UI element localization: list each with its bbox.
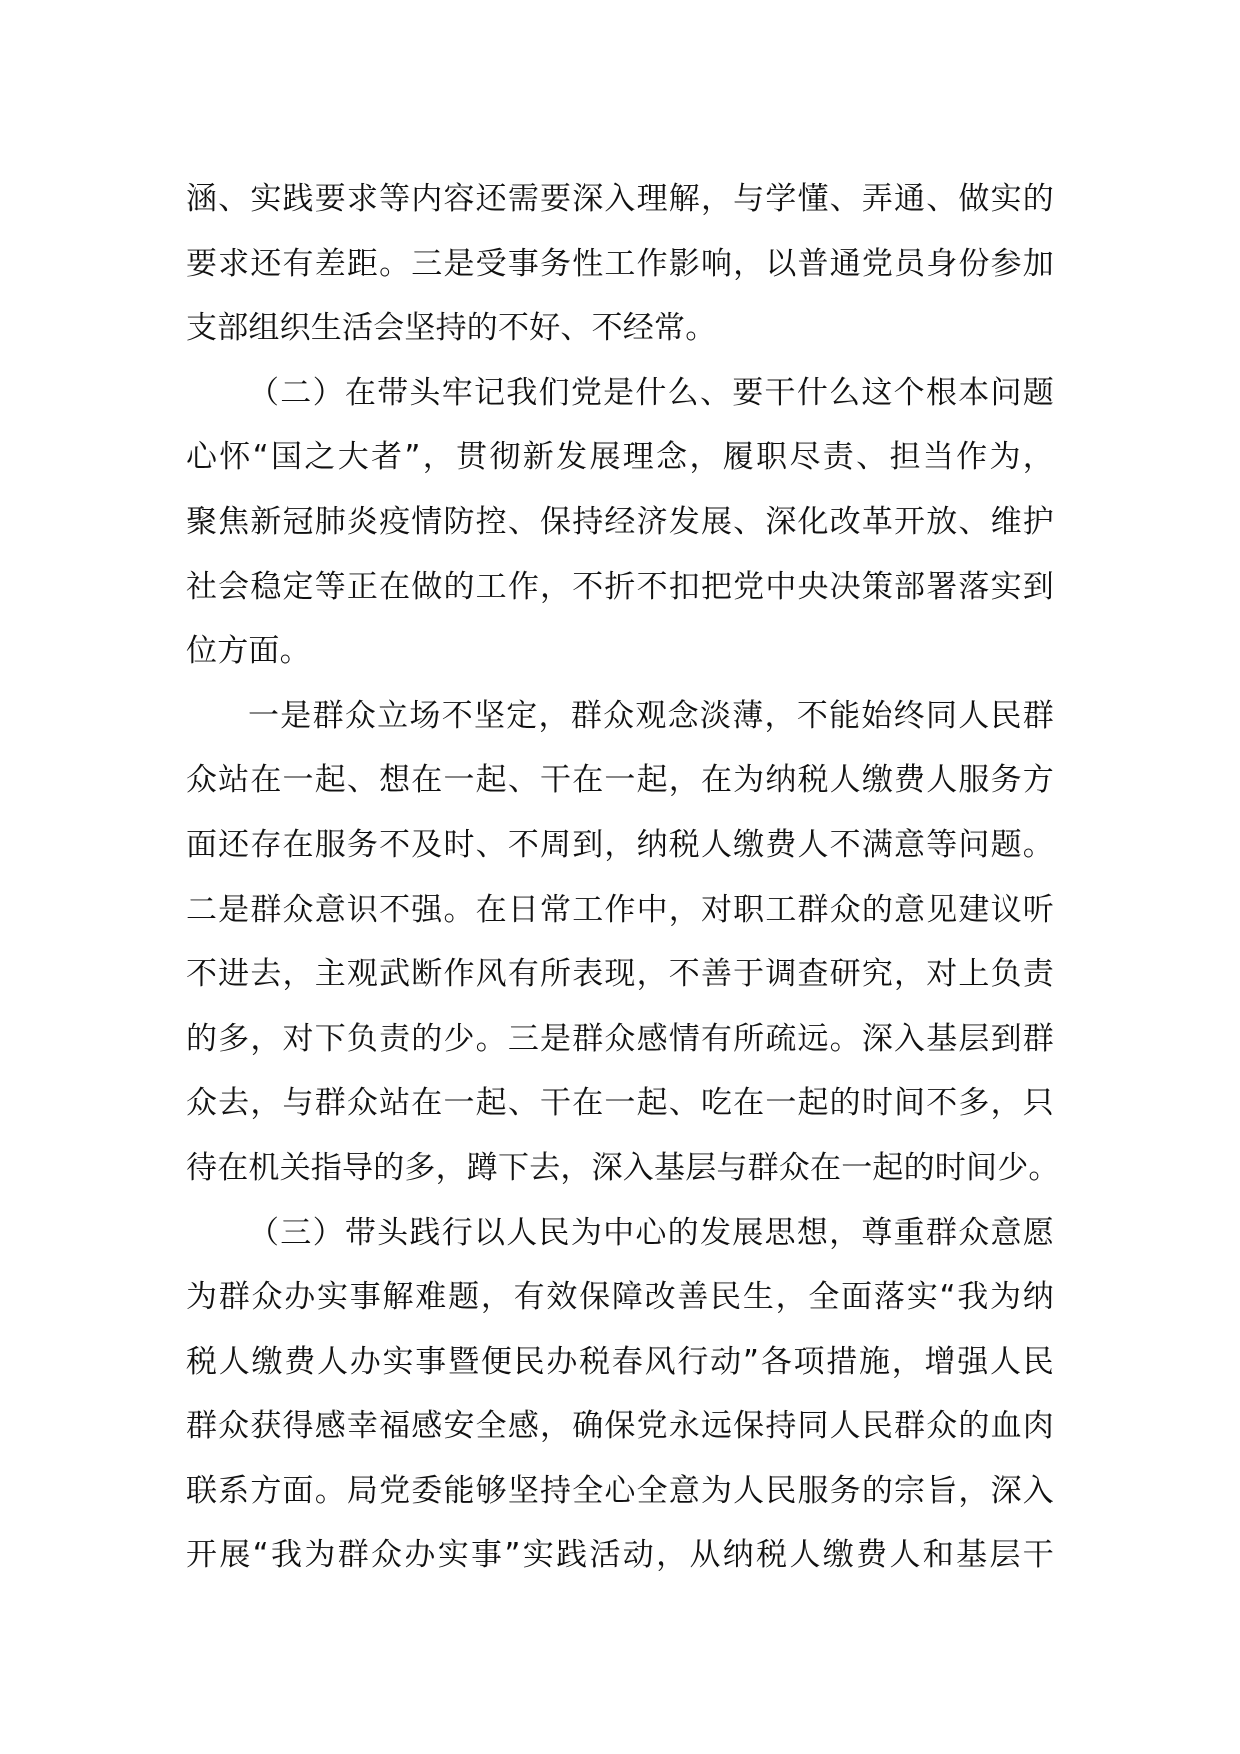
paragraph-start-line: 一是群众立场不坚定，群众观念淡薄，不能始终同人民群 [248,697,1054,734]
paragraph-start-line: （三）带头践行以人民为中心的发展思想，尊重群众意愿 [248,1214,1054,1251]
text-line: 二是群众意识不强。在日常工作中，对职工群众的意见建议听 [186,891,1054,928]
text-line: 待在机关指导的多，蹲下去，深入基层与群众在一起的时间少。 [186,1149,1060,1186]
text-line: 群众获得感幸福感安全感，确保党永远保持同人民群众的血肉 [186,1408,1054,1445]
text-line: 聚焦新冠肺炎疫情防控、保持经济发展、深化改革开放、维护 [186,503,1054,540]
body-text [186,167,1060,1588]
text-line: 税人缴费人办实事暨便民办税春风行动”各项措施，增强人民 [186,1343,1054,1380]
text-line: 为群众办实事解难题，有效保障改善民生，全面落实“我为纳 [186,1279,1054,1316]
text-line: 要求还有差距。三是受事务性工作影响，以普通党员身份参加 [186,245,1054,282]
text-line: 联系方面。局党委能够坚持全心全意为人民服务的宗旨，深入 [186,1472,1054,1509]
text-line: 位方面。 [186,633,311,670]
text-line: 心怀“国之大者”，贯彻新发展理念，履职尽责、担当作为， [186,439,1054,476]
text-line: 不进去，主观武断作风有所表现，不善于调查研究，对上负责 [186,956,1054,993]
text-line: 社会稳定等正在做的工作，不折不扣把党中央决策部署落实到 [186,568,1054,605]
paragraph-start-line: （二）在带头牢记我们党是什么、要干什么这个根本问题 [248,374,1054,411]
text-line: 众去，与群众站在一起、干在一起、吃在一起的时间不多，只 [186,1085,1054,1122]
text-line: 面还存在服务不及时、不周到，纳税人缴费人不满意等问题。 [186,826,1054,863]
text-line: 众站在一起、想在一起、干在一起，在为纳税人缴费人服务方 [186,762,1054,799]
text-line: 开展“我为群众办实事”实践活动，从纳税人缴费人和基层干 [186,1537,1054,1574]
text-line: 支部组织生活会坚持的不好、不经常。 [186,310,717,347]
text-line: 涵、实践要求等内容还需要深入理解，与学懂、弄通、做实的 [186,181,1054,217]
text-line: 的多，对下负责的少。三是群众感情有所疏远。深入基层到群 [186,1020,1054,1057]
